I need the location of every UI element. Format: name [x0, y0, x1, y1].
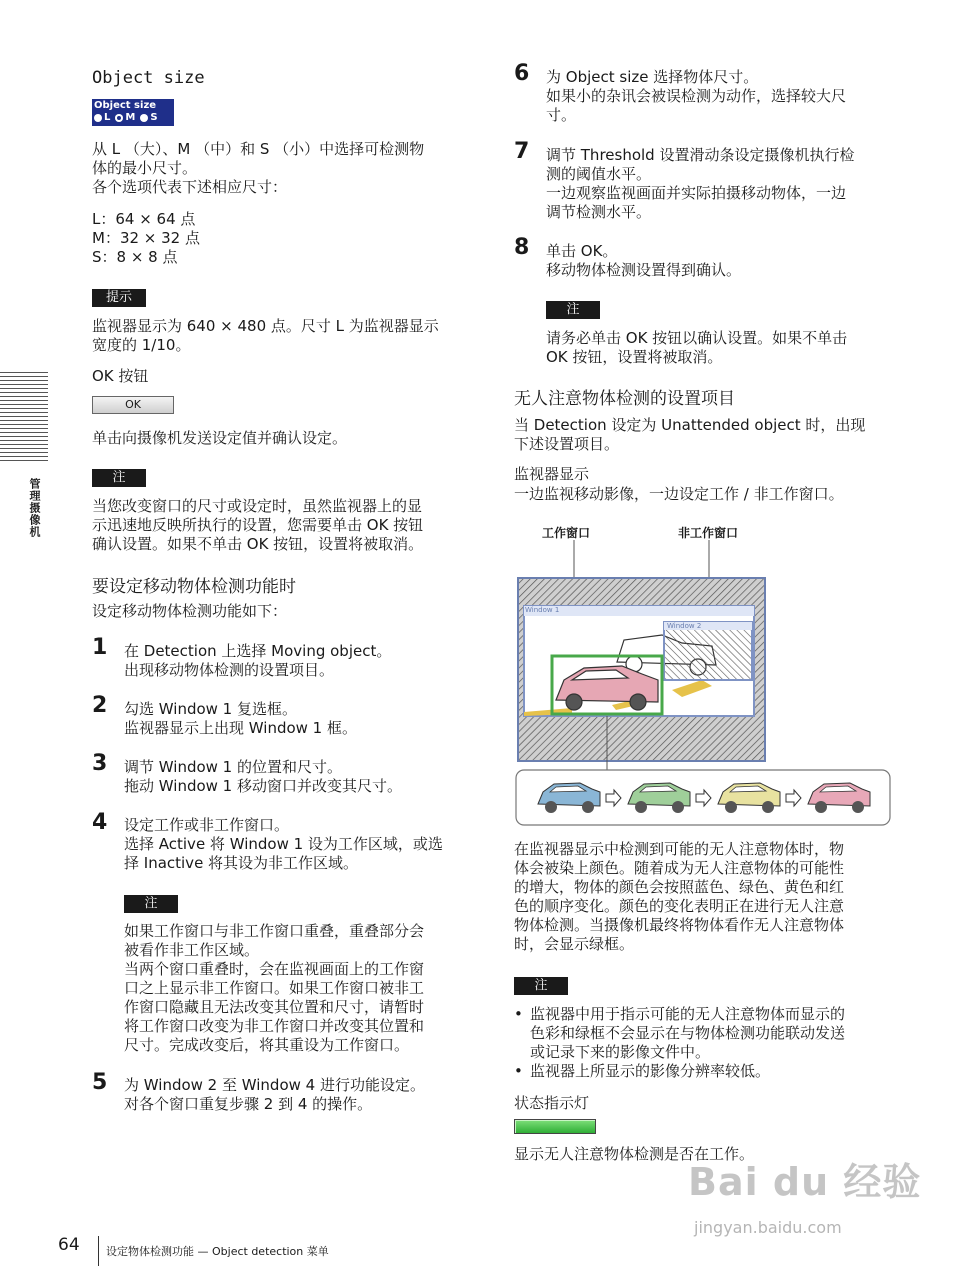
baidu-watermark-logo: Bai du 经验 — [688, 1160, 922, 1204]
step-4-note-5: 作窗口隐藏且无法改变其位置和尺寸，请暂时 — [124, 998, 425, 1016]
object-size-widget[interactable] — [92, 99, 174, 126]
step-7-line-3: 一边观察监视画面并实际拍摄移动物体，一边 — [546, 184, 847, 202]
step-3-line-2: 拖动 Window 1 移动窗口并改变其尺寸。 — [124, 777, 402, 795]
step-3-line-1: 调节 Window 1 的位置和尺寸。 — [124, 758, 342, 776]
radio-s-icon[interactable] — [140, 114, 148, 122]
step-2-line-1: 勾选 Window 1 复选框。 — [124, 700, 297, 718]
step-4-note-tag: 注 — [124, 895, 178, 913]
radio-m-icon[interactable] — [115, 114, 123, 122]
figure-desc-6: 时，会显示绿框。 — [514, 935, 635, 953]
baidu-watermark-url: jingyan.baidu.com — [694, 1218, 842, 1237]
arrow-right-icon — [786, 790, 801, 806]
step-2-number: 2 — [92, 693, 108, 718]
footer-divider — [98, 1236, 99, 1266]
ok-desc: 单击向摄像机发送设定值并确认设定。 — [92, 429, 348, 447]
label-inactive-window: 非工作窗口 — [678, 526, 739, 540]
status-indicator-led — [514, 1119, 596, 1134]
arrow-right-icon — [696, 790, 711, 806]
note-text-3: 确认设置。如果不单击 OK 按钮，设置将被取消。 — [92, 535, 424, 553]
moving-heading: 要设定移动物体检测功能时 — [92, 577, 296, 597]
size-s: S：8 × 8 点 — [92, 248, 178, 266]
car-strip — [516, 770, 892, 825]
bullet-1-line-1: 监视器中用于指示可能的无人注意物体而显示的 — [530, 1005, 846, 1023]
step-4-note-4: 口之上显示非工作窗口。如果工作窗口被非工 — [124, 979, 425, 997]
step-4-note-3: 当两个窗口重叠时，会在监视画面上的工作窗 — [124, 960, 425, 978]
sidebar-section-label: 管理摄像机 — [28, 478, 41, 538]
monitor-desc: 一边监视移动影像，一边设定工作 / 非工作窗口。 — [514, 485, 844, 503]
step-4-line-2: 选择 Active 将 Window 1 设为工作区域，或选 — [124, 835, 443, 853]
step-6-number: 6 — [514, 61, 530, 86]
bullet-1-line-2: 色彩和绿框不会显示在与物体检测功能联动发送 — [530, 1024, 846, 1042]
right-note-2: OK 按钮，设置将被取消。 — [546, 348, 723, 366]
step-1-line-1: 在 Detection 上选择 Moving object。 — [124, 642, 392, 660]
note-text-1: 当您改变窗口的尺寸或设定时，虽然监视器上的显 — [92, 497, 423, 515]
step-4-note-7: 尺寸。完成改变后，将其重设为工作窗口。 — [124, 1036, 410, 1054]
note2-tag: 注 — [514, 977, 568, 995]
step-6-line-1: 为 Object size 选择物体尺寸。 — [546, 68, 759, 86]
step-4-number: 4 — [92, 810, 108, 835]
hint-tag: 提示 — [92, 289, 146, 307]
step-7-line-4: 调节检测水平。 — [546, 203, 652, 221]
bullet-dot-2: • — [514, 1062, 523, 1080]
figure-desc-1: 在监视器显示中检测到可能的无人注意物体时，物 — [514, 840, 845, 858]
note-tag: 注 — [92, 469, 146, 487]
note-text-2: 示迅速地反映所执行的设置，您需要单击 OK 按钮 — [92, 516, 424, 534]
radio-l-icon[interactable] — [94, 114, 102, 122]
step-5-line-1: 为 Window 2 至 Window 4 进行功能设定。 — [124, 1076, 425, 1094]
step-6-line-3: 寸。 — [546, 106, 577, 124]
step-8-line-2: 移动物体检测设置得到确认。 — [546, 261, 742, 279]
radio-l-label: L — [104, 112, 111, 123]
progress-car-icon — [538, 783, 600, 813]
step-5-line-2: 对各个窗口重复步骤 2 到 4 的操作。 — [124, 1095, 373, 1113]
step-3-number: 3 — [92, 751, 108, 776]
size-l: L：64 × 64 点 — [92, 210, 196, 228]
hint-text-1: 监视器显示为 640 × 480 点。尺寸 L 为监视器显示 — [92, 317, 439, 335]
step-1-number: 1 — [92, 635, 108, 660]
step-7-line-2: 测的阈值水平。 — [546, 165, 652, 183]
step-4-note-2: 被看作非工作区域。 — [124, 941, 260, 959]
step-4-line-3: 择 Inactive 将其设为非工作区域。 — [124, 854, 359, 872]
step-8-line-1: 单击 OK。 — [546, 242, 618, 260]
progress-car-icon — [808, 783, 870, 813]
object-size-desc-3: 各个选项代表下述相应尺寸： — [92, 178, 288, 196]
progress-car-icon — [628, 783, 690, 813]
step-7-number: 7 — [514, 139, 530, 164]
hint-text-2: 宽度的 1/10。 — [92, 336, 191, 354]
unattended-intro-1: 当 Detection 设定为 Unattended object 时，出现 — [514, 416, 866, 434]
status-desc: 显示无人注意物体检测是否在工作。 — [514, 1145, 755, 1163]
radio-m-label: M — [125, 112, 136, 123]
object-size-desc-1: 从 L （大）、M （中）和 S （小）中选择可检测物 — [92, 140, 425, 158]
figure-desc-2: 体会被染上颜色。随着成为无人注意物体的可能性 — [514, 859, 845, 877]
figure-desc-3: 的增大，物体的颜色会按照蓝色、绿色、黄色和红 — [514, 878, 845, 896]
window-1-label: Window 1 — [525, 606, 560, 614]
step-4-line-1: 设定工作或非工作窗口。 — [124, 816, 290, 834]
label-active-window: 工作窗口 — [542, 526, 591, 540]
bullet-1-line-3: 或记录下来的影像文件中。 — [530, 1043, 711, 1061]
sidebar-stripes — [0, 372, 48, 464]
object-size-heading: Object size — [92, 68, 205, 88]
ok-heading: OK 按钮 — [92, 367, 149, 385]
step-4-note-6: 将工作窗口改变为非工作窗口并改变其位置和 — [124, 1017, 425, 1035]
figure-desc-4: 色的顺序变化。颜色的变化表明正在进行无人注意 — [514, 897, 845, 915]
right-note-1: 请务必单击 OK 按钮以确认设置。如果不单击 — [546, 329, 848, 347]
bullet-2-line-1: 监视器上所显示的影像分辨率较低。 — [530, 1062, 771, 1080]
monitor-heading: 监视器显示 — [514, 465, 590, 483]
status-heading: 状态指示灯 — [514, 1094, 590, 1112]
arrow-right-icon — [606, 790, 621, 806]
object-size-radio-group — [94, 112, 174, 123]
step-5-number: 5 — [92, 1070, 108, 1095]
object-size-desc-2: 体的最小尺寸。 — [92, 159, 198, 177]
unattended-heading: 无人注意物体检测的设置项目 — [514, 389, 735, 409]
step-1-line-2: 出现移动物体检测的设置项目。 — [124, 661, 335, 679]
progress-car-icon — [718, 783, 780, 813]
step-6-line-2: 如果小的杂讯会被误检测为动作，选择较大尺 — [546, 87, 847, 105]
footer-text: 设定物体检测功能 — Object detection 菜单 — [106, 1245, 329, 1258]
right-note-tag: 注 — [546, 301, 600, 319]
figure-desc-5: 物体检测。当摄像机最终将物体看作无人注意物体 — [514, 916, 845, 934]
object-size-widget-title: Object size — [94, 100, 157, 111]
ok-button[interactable]: OK — [92, 396, 174, 414]
unattended-intro-2: 下述设置项目。 — [514, 435, 620, 453]
page-number: 64 — [58, 1235, 80, 1255]
size-m: M：32 × 32 点 — [92, 229, 200, 247]
step-8-number: 8 — [514, 235, 530, 260]
window-2-label: Window 2 — [667, 622, 702, 630]
moving-intro: 设定移动物体检测功能如下： — [92, 602, 288, 620]
step-7-line-1: 调节 Threshold 设置滑动条设定摄像机执行检 — [546, 146, 855, 164]
step-2-line-2: 监视器显示上出现 Window 1 框。 — [124, 719, 357, 737]
bullet-dot-1: • — [514, 1005, 523, 1023]
radio-s-label: S — [150, 112, 158, 123]
step-4-note-1: 如果工作窗口与非工作窗口重叠，重叠部分会 — [124, 922, 425, 940]
